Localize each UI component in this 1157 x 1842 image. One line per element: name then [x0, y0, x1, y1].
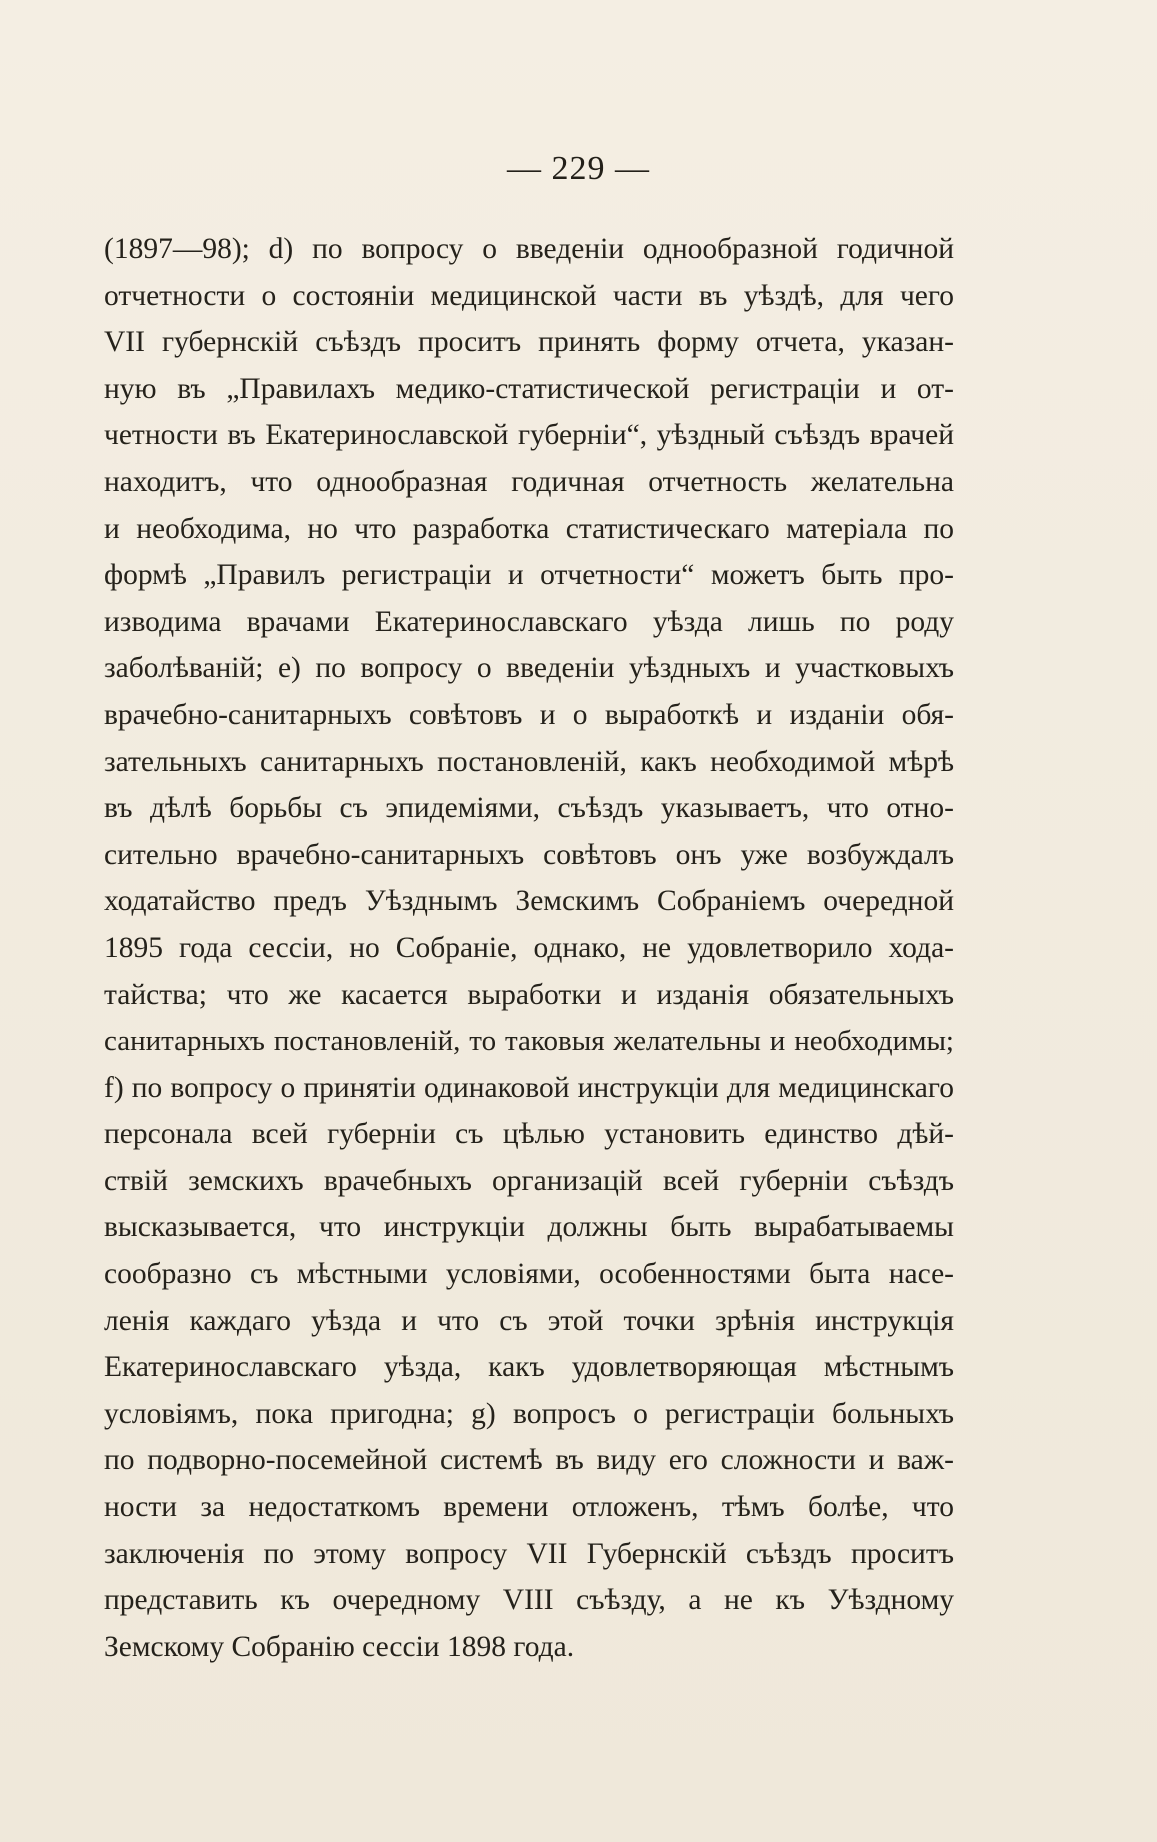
- page-number: — 229 —: [507, 150, 650, 187]
- text-line: персонала всей губерніи съ цѣлью установить единство дѣй-: [104, 1118, 954, 1151]
- text-line: четности въ Екатеринославской губерніи“, уѣздный съѣздъ врачей: [104, 419, 954, 452]
- text-line: ленія каждаго уѣзда и что съ этой точки зрѣнія инструкція: [104, 1304, 954, 1337]
- text-line: ности за недостаткомъ времени отложенъ, тѣмъ болѣе, что: [104, 1491, 954, 1524]
- text-line: въ дѣлѣ борьбы съ эпидеміями, съѣздъ указываетъ, что отно-: [104, 792, 954, 825]
- text-line: находитъ, что однообразная годичная отчетность желательна: [104, 465, 954, 498]
- text-line: и необходима, но что разработка статистическаго матеріала по: [104, 512, 954, 545]
- text-line: тайства; что же касается выработки и изданія обязательныхъ: [104, 978, 954, 1011]
- text-line: ствій земскихъ врачебныхъ организацій всей губерніи съѣздъ: [104, 1164, 954, 1197]
- text-line: f) по вопросу о принятіи одинаковой инструкціи для медицинскаго: [104, 1071, 954, 1104]
- text-line: формѣ „Правилъ регистраціи и отчетности“ можетъ быть про-: [104, 559, 954, 592]
- text-line: отчетности о состояніи медицинской части въ уѣздѣ, для чего: [104, 279, 954, 312]
- text-line: представить къ очередному VIII съѣзду, а не къ Уѣздному: [104, 1584, 954, 1617]
- text-line: высказывается, что инструкціи должны быть вырабатываемы: [104, 1211, 954, 1244]
- text-line: зательныхъ санитарныхъ постановленій, какъ необходимой мѣрѣ: [104, 745, 954, 778]
- text-line: условіямъ, пока пригодна; g) вопросъ о регистраціи больныхъ: [104, 1397, 954, 1430]
- text-line: заболѣваній; e) по вопросу о введеніи уѣздныхъ и участковыхъ: [104, 652, 954, 685]
- text-line: заключенія по этому вопросу VII Губернскій съѣздъ проситъ: [104, 1537, 954, 1570]
- text-line: VII губернскій съѣздъ проситъ принять форму отчета, указан-: [104, 326, 954, 359]
- text-line: (1897—98); d) по вопросу о введеніи однообразной годичной: [104, 233, 954, 265]
- text-line: ходатайство предъ Уѣзднымъ Земскимъ Собраніемъ очередной: [104, 885, 954, 918]
- text-line: врачебно-санитарныхъ совѣтовъ и о выработкѣ и изданіи обя-: [104, 698, 954, 731]
- text-line: изводима врачами Екатеринославскаго уѣзда лишь по роду: [104, 605, 954, 638]
- text-line: Екатеринославскаго уѣзда, какъ удовлетворяющая мѣстнымъ: [104, 1351, 954, 1384]
- text-line: ную въ „Правилахъ медико-статистической регистраціи и от-: [104, 372, 954, 405]
- text-line: 1895 года сессіи, но Собраніе, однако, не удовлетворило хода-: [104, 931, 954, 964]
- text-line: сительно врачебно-санитарныхъ совѣтовъ онъ уже возбуждалъ: [104, 838, 954, 871]
- text-line: Земскому Собранію сессіи 1898 года.: [104, 1630, 575, 1663]
- text-line: санитарныхъ постановленій, то таковыя желательны и необходимы;: [104, 1025, 954, 1058]
- text-line: сообразно съ мѣстными условіями, особенностями быта насе-: [104, 1258, 954, 1291]
- body-text: [104, 226, 954, 1670]
- text-line: по подворно-посемейной системѣ въ виду его сложности и важ-: [104, 1444, 954, 1477]
